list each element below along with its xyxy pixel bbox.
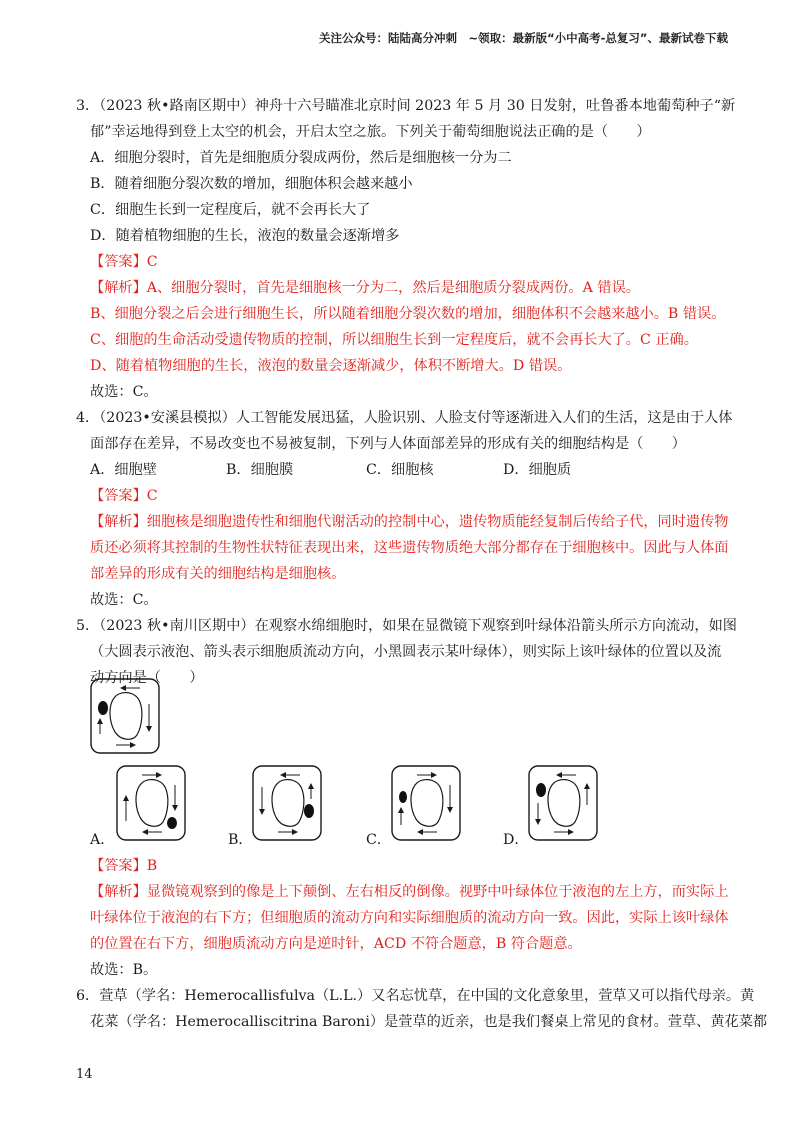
q3-answer: 【答案】C	[90, 254, 158, 270]
q3-option-b: B．随着细胞分裂次数的增加，细胞体积会越来越小	[90, 176, 413, 192]
q6-stem-line-2: 花菜（学名：Hemerocalliscitrina Baroni）是萱草的近亲，也是我们餐桌上常见的食材。萱草、黄花菜都	[90, 1014, 768, 1030]
q4-option-a: A．细胞壁	[90, 462, 157, 478]
chloroplast-dot	[167, 817, 177, 829]
chloroplast-dot	[399, 791, 407, 803]
q4-analysis-line-2: 质还必须将其控制的生物性状特征表现出来，这些遗传物质绝大部分都存在于细胞核中。因此与人体面	[90, 540, 729, 556]
q4-answer: 【答案】C	[90, 488, 158, 504]
q5-stem-line-1: 5．（2023 秋•南川区期中）在观察水绵细胞时，如果在显微镜下观察到叶绿体沿箭头所示方向流动，如图	[76, 618, 737, 634]
q4-conclusion: 故选：C。	[90, 592, 158, 608]
q5-analysis-line-3: 的位置在右下方，细胞质流动方向是逆时针，ACD 不符合题意，B 符合题意。	[90, 936, 582, 952]
q5-option-d-label: D．	[503, 832, 529, 848]
q5-answer: 【答案】B	[90, 858, 158, 874]
q3-analysis-line-3: C、细胞的生命活动受遗传物质的控制，所以细胞生长到一定程度后，就不会再长大了。C 正确。	[90, 332, 698, 348]
q5-analysis-line-2: 叶绿体位于液泡的右下方；但细胞质的流动方向和实际细胞质的流动方向一致。因此，实际上该叶绿体	[90, 910, 729, 926]
q5-stem-line-3: 动方向是（ ）	[90, 670, 204, 686]
q3-conclusion: 故选：C。	[90, 384, 158, 400]
q4-stem-line-2: 面部存在差异，不易改变也不易被复制，下列与人体面部差异的形成有关的细胞结构是（ ）	[90, 436, 686, 452]
q3-option-a: A．细胞分裂时，首先是细胞质分裂成两份，然后是细胞核一分为二	[90, 150, 512, 166]
chloroplast-dot	[304, 804, 314, 818]
page-number: 14	[76, 1067, 93, 1082]
q4-stem-line-1: 4．（2023•安溪县模拟）人工智能发展迅猛，人脸识别、人脸支付等逐渐进入人们的生活，这是由于人体	[76, 410, 733, 426]
q5-option-b-label: B．	[228, 832, 253, 848]
q4-option-c: C．细胞核	[366, 462, 434, 478]
q5-figure-microscope-view	[90, 678, 160, 754]
q3-option-c: C．细胞生长到一定程度后，就不会再长大了	[90, 202, 371, 218]
q5-conclusion: 故选：B。	[90, 962, 158, 978]
q3-analysis-line-4: D、随着植物细胞的生长，液泡的数量会逐渐减少，体积不断增大。D 错误。	[90, 358, 572, 374]
q5-option-b-figure	[252, 765, 322, 841]
q4-option-b: B．细胞膜	[226, 462, 294, 478]
q3-option-d: D．随着植物细胞的生长，液泡的数量会逐渐增多	[90, 228, 400, 244]
q5-stem-line-2: （大圆表示液泡、箭头表示细胞质流动方向，小黑圆表示某叶绿体），则实际上该叶绿体的位置以及流	[90, 644, 722, 660]
q5-option-c-figure	[391, 765, 461, 841]
q5-option-a-label: A．	[90, 832, 115, 848]
chloroplast-dot	[98, 701, 108, 715]
q3-analysis-line-1: 【解析】A、细胞分裂时，首先是细胞核一分为二，然后是细胞质分裂成两份。A 错误。	[90, 280, 640, 296]
q3-stem-line-2: 郁”幸运地得到登上太空的机会，开启太空之旅。下列关于葡萄细胞说法正确的是（ ）	[90, 124, 651, 140]
q5-option-a-figure	[116, 765, 186, 841]
q6-stem-line-1: 6．萱草（学名：Hemerocallisfulva（L.L.）又名忘忧草，在中国的文化意象里，萱草又可以指代母亲。黄	[76, 988, 755, 1004]
q3-analysis-line-2: B、细胞分裂之后会进行细胞生长，所以随着细胞分裂次数的增加，细胞体积不会越来越小。B 错误。	[90, 306, 726, 322]
q4-analysis-line-1: 【解析】细胞核是细胞遗传性和细胞代谢活动的控制中心，遗传物质能经复制后传给子代，同时遗传物	[90, 514, 729, 530]
q5-analysis-line-1: 【解析】显微镜观察到的像是上下颠倒、左右相反的倒像。视野中叶绿体位于液泡的左上方，而实际上	[90, 884, 729, 900]
q3-stem-line-1: 3．（2023 秋•路南区期中）神舟十六号瞄准北京时间 2023 年 5 月 30 日发射，吐鲁番本地葡萄种子“新	[76, 98, 736, 114]
q4-analysis-line-3: 部差异的形成有关的细胞结构是细胞核。	[90, 566, 346, 582]
page-header: 关注公众号：陆陆高分冲刺 ~领取：最新版“小中高考-总复习”、最新试卷下载	[318, 31, 728, 45]
q4-option-d: D．细胞质	[503, 462, 572, 478]
q5-option-c-label: C．	[366, 832, 392, 848]
q5-option-d-figure	[528, 765, 598, 841]
chloroplast-dot	[536, 783, 546, 797]
